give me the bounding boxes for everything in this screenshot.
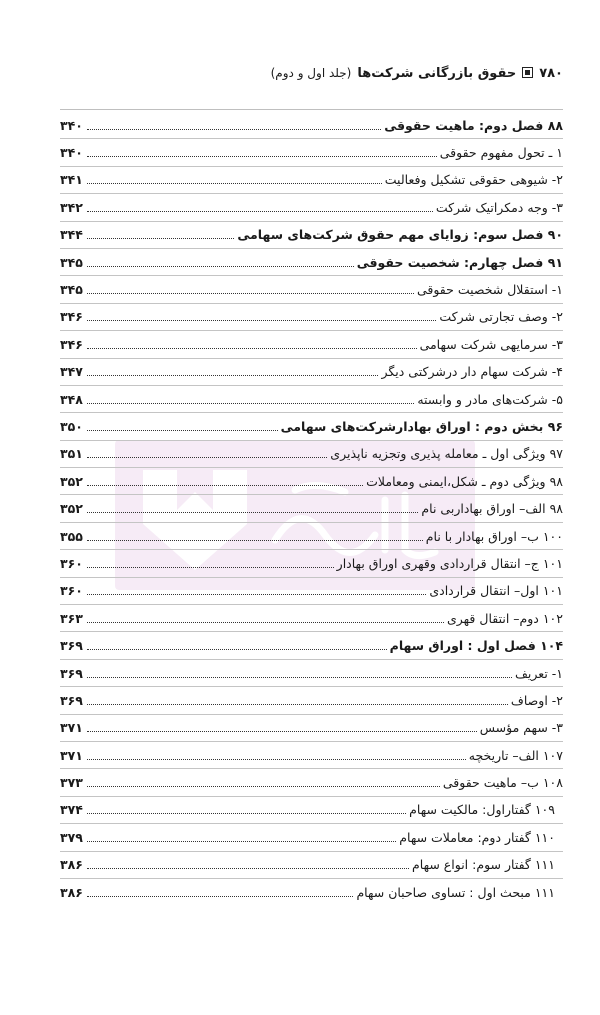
toc-entry-page: ۳۴۰	[60, 145, 83, 161]
table-of-contents	[60, 112, 563, 905]
toc-entry[interactable]	[60, 194, 563, 221]
toc-entry[interactable]	[60, 359, 563, 386]
toc-entry-title: ۳- وجه دمکراتیک شرکت	[435, 199, 563, 215]
dot-leader	[87, 375, 378, 376]
dot-leader	[87, 649, 387, 650]
toc-entry-title: ۹۰ فصل سوم: زوایای مهم حقوق شرکت‌های سهامی	[237, 227, 563, 243]
toc-entry[interactable]	[60, 413, 563, 440]
dot-leader	[87, 540, 423, 541]
toc-entry[interactable]	[60, 139, 563, 166]
toc-entry-title: ۱۰۱ ج– انتقال قراردادی وقهری اوراق بهادار	[336, 555, 563, 571]
toc-entry-page: ۳۷۴	[60, 802, 83, 818]
toc-entry[interactable]	[60, 495, 563, 522]
book-icon	[522, 67, 533, 78]
dot-leader	[87, 211, 433, 212]
toc-entry[interactable]	[60, 660, 563, 687]
toc-entry-title: ۱۰۲ دوم– انتقال قهری	[446, 610, 563, 626]
toc-entry-title: ۱۰۸ ب– ماهیت حقوقی	[442, 775, 563, 791]
toc-entry-page: ۳۴۵	[60, 282, 83, 298]
toc-entry[interactable]	[60, 687, 563, 714]
dot-leader	[87, 156, 437, 157]
toc-entry-title: ۱۰۹ گفتاراول: مالکیت سهام	[409, 802, 555, 818]
dot-leader	[87, 183, 382, 184]
toc-entry-page: ۳۶۹	[60, 692, 83, 708]
toc-entry-page: ۳۷۹	[60, 829, 83, 845]
toc-entry-title: ۱۰۷ الف– تاریخچه	[468, 747, 563, 763]
toc-entry-page: ۳۸۶	[60, 857, 83, 873]
book-subtitle: (جلد اول و دوم)	[270, 66, 352, 80]
dot-leader	[87, 512, 418, 513]
toc-entry[interactable]	[60, 879, 563, 905]
toc-entry-page: ۳۵۲	[60, 501, 83, 517]
toc-entry[interactable]	[60, 468, 563, 495]
toc-entry-title: ۲- اوصاف	[510, 692, 563, 708]
dot-leader	[87, 868, 409, 869]
toc-entry[interactable]	[60, 715, 563, 742]
dot-leader	[87, 293, 414, 294]
toc-entry-page: ۳۷۱	[60, 747, 83, 763]
toc-entry[interactable]	[60, 304, 563, 331]
toc-entry-title: ۹۷ ویژگی اول ـ معامله پذیری وتجزیه ناپذیری	[330, 446, 563, 462]
toc-entry-title: ۴- شرکت سهام دار درشرکتی دیگر	[381, 364, 563, 380]
toc-entry-title: ۱۰۰ ب– اوراق بهادار با نام	[425, 528, 563, 544]
dot-leader	[87, 430, 278, 431]
dot-leader	[87, 841, 396, 842]
toc-entry[interactable]	[60, 742, 563, 769]
toc-entry-title: ۱- استقلال شخصیت حقوقی	[416, 282, 563, 298]
dot-leader	[87, 485, 363, 486]
toc-entry[interactable]	[60, 797, 563, 824]
toc-entry[interactable]	[60, 550, 563, 577]
toc-entry-title: ۱- تعریف	[514, 665, 563, 681]
dot-leader	[87, 266, 354, 267]
page-header	[60, 66, 563, 81]
toc-entry-title: ۲- وصف تجارتی شرکت	[439, 309, 563, 325]
toc-entry-title: ۱۰۴ فصل اول : اوراق سهام	[389, 638, 563, 654]
header-divider	[60, 109, 563, 110]
toc-entry-page: ۳۴۴	[60, 227, 83, 243]
toc-entry-page: ۳۴۱	[60, 172, 83, 188]
dot-leader	[87, 457, 327, 458]
toc-entry-title: ۳- سرمایهی شرکت سهامی	[419, 336, 563, 352]
dot-leader	[87, 813, 406, 814]
toc-entry-page: ۳۴۵	[60, 254, 83, 270]
toc-entry-title: ۱۱۱ گفتار سوم: انواع سهام	[412, 857, 555, 873]
toc-entry[interactable]	[60, 276, 563, 303]
toc-entry-page: ۳۶۰	[60, 583, 83, 599]
toc-entry-title: ۱۱۱ مبحث اول : تساوی صاحبان سهام	[356, 884, 555, 900]
toc-entry-title: ۳- سهم مؤسس	[479, 720, 563, 736]
dot-leader	[87, 759, 466, 760]
toc-entry[interactable]	[60, 222, 563, 249]
dot-leader	[87, 731, 477, 732]
dot-leader	[87, 594, 426, 595]
toc-entry-title: ۹۶ بخش دوم : اوراق بهادارشرکت‌های سهامی	[280, 418, 563, 434]
dot-leader	[87, 567, 334, 568]
toc-entry-title: ۸۸ فصل دوم: ماهیت حقوقی	[384, 117, 563, 133]
toc-entry[interactable]	[60, 632, 563, 659]
page-number: ۷۸۰	[539, 66, 563, 81]
toc-entry[interactable]	[60, 331, 563, 358]
toc-entry-page: ۳۶۰	[60, 555, 83, 571]
toc-entry-page: ۳۵۰	[60, 418, 83, 434]
toc-entry[interactable]	[60, 249, 563, 276]
dot-leader	[87, 348, 417, 349]
toc-entry[interactable]	[60, 112, 563, 139]
dot-leader	[87, 622, 444, 623]
toc-entry-page: ۳۷۱	[60, 720, 83, 736]
toc-entry[interactable]	[60, 605, 563, 632]
toc-entry-page: ۳۷۳	[60, 775, 83, 791]
toc-entry-page: ۳۶۹	[60, 665, 83, 681]
toc-entry-title: ۱۰۱ اول– انتقال قراردادی	[429, 583, 563, 599]
toc-entry-page: ۳۴۷	[60, 364, 83, 380]
toc-entry-page: ۳۴۶	[60, 309, 83, 325]
toc-entry[interactable]	[60, 578, 563, 605]
toc-entry-title: ۹۱ فصل چهارم: شخصیت حقوقی	[356, 254, 563, 270]
toc-entry[interactable]	[60, 852, 563, 879]
toc-entry-page: ۳۴۶	[60, 336, 83, 352]
dot-leader	[87, 129, 381, 130]
toc-entry-page: ۳۵۱	[60, 446, 83, 462]
toc-entry[interactable]	[60, 167, 563, 194]
toc-entry[interactable]	[60, 523, 563, 550]
dot-leader	[87, 403, 414, 404]
toc-entry[interactable]	[60, 441, 563, 468]
toc-entry-title: ۱۱۰ گفتار دوم: معاملات سهام	[399, 829, 555, 845]
toc-entry[interactable]	[60, 769, 563, 796]
toc-entry-page: ۳۸۶	[60, 884, 83, 900]
dot-leader	[87, 786, 440, 787]
dot-leader	[87, 677, 512, 678]
book-title: حقوق بازرگانی شرکت‌ها	[357, 66, 517, 81]
toc-entry-title: ۹۸ الف– اوراق بهاداربی نام	[421, 501, 563, 517]
toc-entry-page: ۳۴۸	[60, 391, 83, 407]
dot-leader	[87, 238, 234, 239]
toc-entry-page: ۳۴۰	[60, 117, 83, 133]
toc-entry-title: ۲- شیوهی حقوقی تشکیل وفعالیت	[384, 172, 563, 188]
dot-leader	[87, 896, 353, 897]
toc-entry-page: ۳۶۹	[60, 638, 83, 654]
toc-entry-title: ۱ ـ تحول مفهوم حقوقی	[439, 145, 563, 161]
toc-entry[interactable]	[60, 386, 563, 413]
toc-entry-page: ۳۵۲	[60, 473, 83, 489]
toc-entry-page: ۳۵۵	[60, 528, 83, 544]
toc-entry-title: ۵- شرکت‌های مادر و وابسته	[417, 391, 563, 407]
toc-entry-title: ۹۸ ویژگی دوم ـ شکل،ایمنی ومعاملات	[366, 473, 563, 489]
toc-entry-page: ۳۴۲	[60, 199, 83, 215]
dot-leader	[87, 320, 436, 321]
dot-leader	[87, 704, 508, 705]
toc-entry[interactable]	[60, 824, 563, 851]
toc-entry-page: ۳۶۳	[60, 610, 83, 626]
